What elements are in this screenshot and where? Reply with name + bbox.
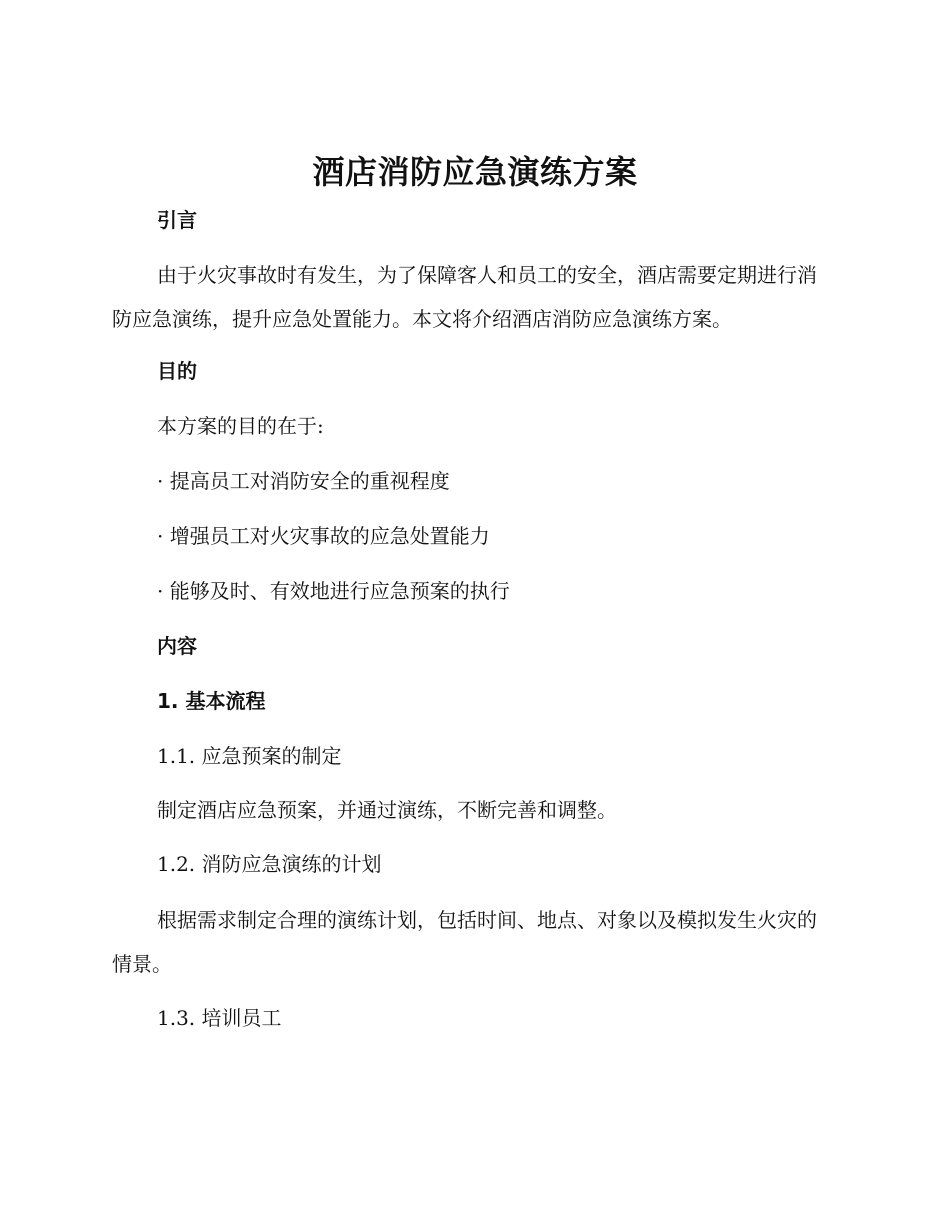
- subheading-1-1: 1.1. 应急预案的制定: [157, 744, 342, 768]
- list-item-purpose-2: · 增强员工对火灾事故的应急处置能力: [157, 524, 490, 548]
- paragraph-intro: 由于火灾事故时有发生，为了保障客人和员工的安全，酒店需要定期进行消防应急演练，提升应急处置能力。本文将介绍酒店消防应急演练方案。: [112, 263, 817, 331]
- heading-basic-flow: 1. 基本流程: [157, 689, 266, 713]
- subheading-1-2: 1.2. 消防应急演练的计划: [157, 852, 382, 876]
- heading-content: 内容: [157, 634, 197, 658]
- heading-purpose: 目的: [157, 359, 197, 383]
- heading-intro: 引言: [157, 208, 197, 232]
- paragraph-purpose-lead: 本方案的目的在于:: [157, 414, 324, 438]
- subheading-1-3: 1.3. 培训员工: [157, 1006, 282, 1030]
- paragraph-1-1: 制定酒店应急预案，并通过演练，不断完善和调整。: [157, 798, 617, 822]
- list-item-purpose-3: · 能够及时、有效地进行应急预案的执行: [157, 579, 510, 603]
- list-item-purpose-1: · 提高员工对消防安全的重视程度: [157, 469, 450, 493]
- document-title: 酒店消防应急演练方案: [312, 153, 638, 191]
- paragraph-1-2: 根据需求制定合理的演练计划，包括时间、地点、对象以及模拟发生火灾的情景。: [112, 908, 817, 976]
